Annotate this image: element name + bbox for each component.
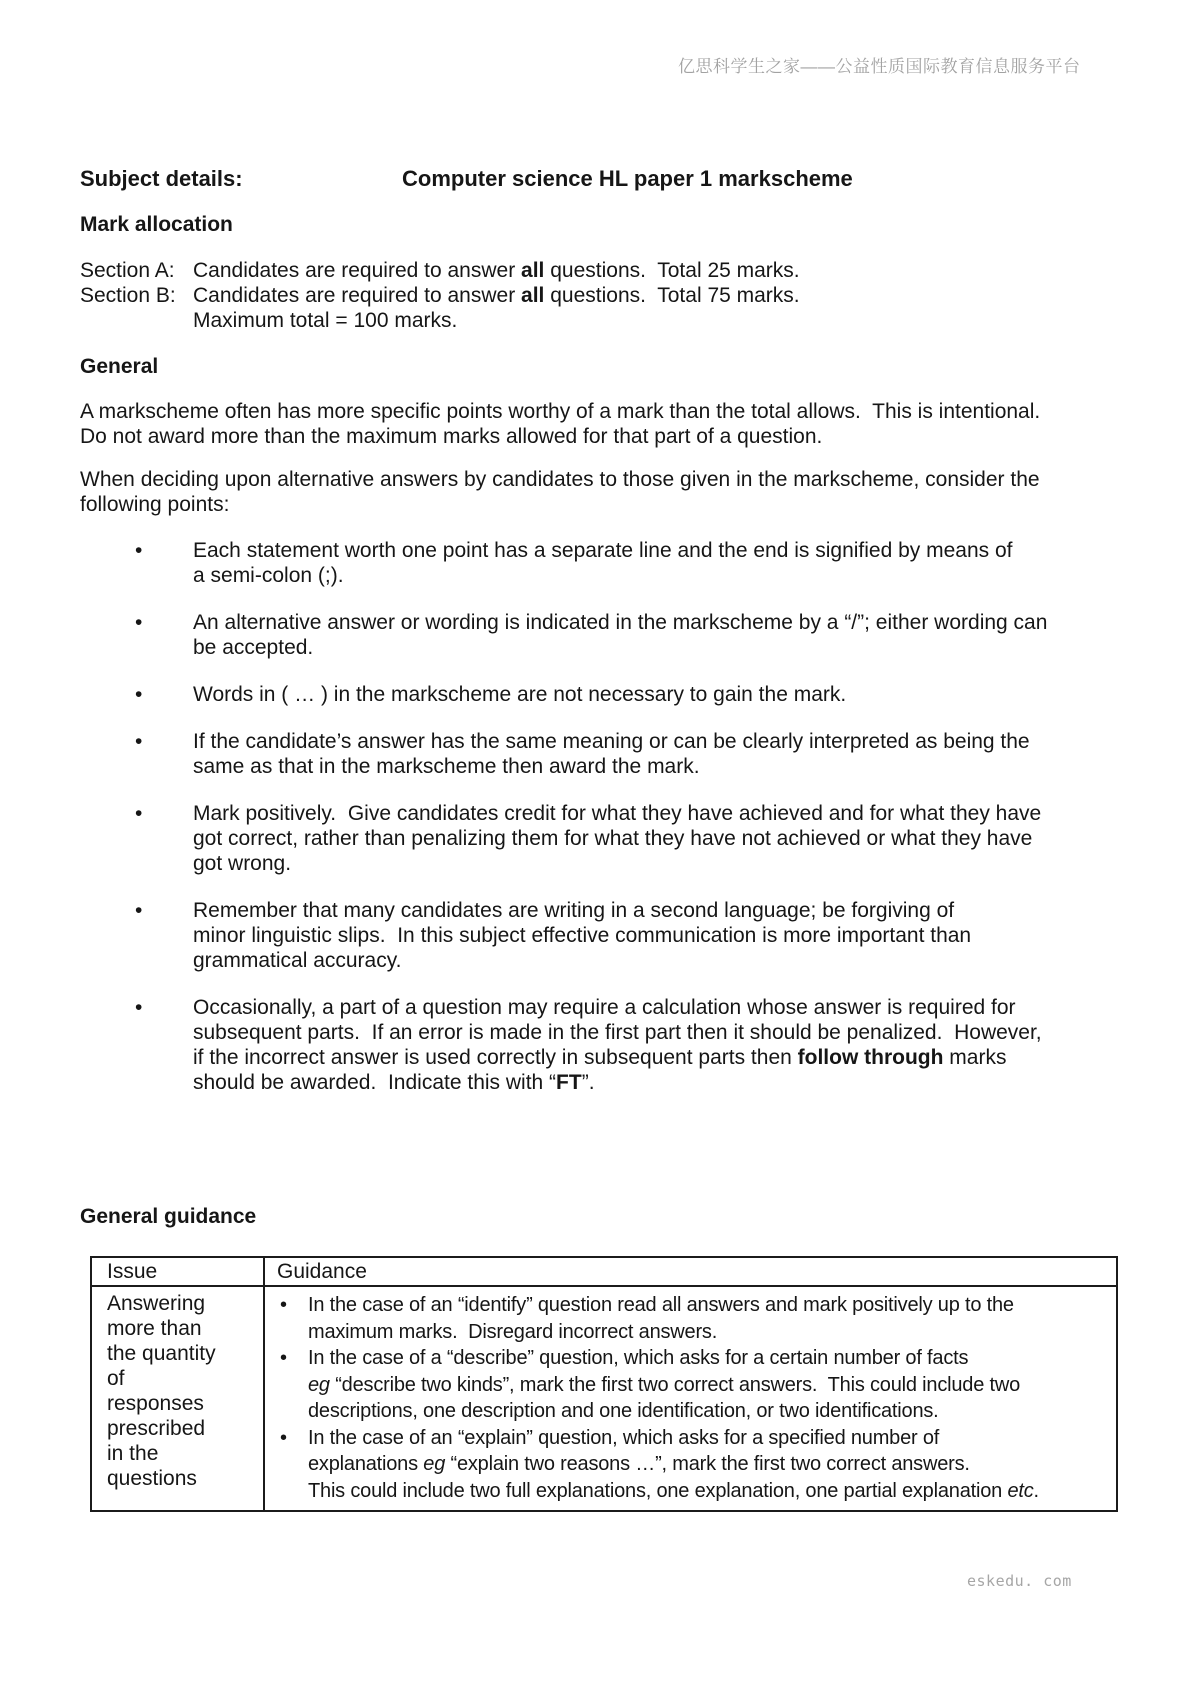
allocation-row-maximum-total (80, 308, 1140, 333)
allocation-row-section-a (80, 258, 1140, 283)
allocation-row-text: Candidates are required to answer all questions. Total 75 marks. (193, 284, 800, 307)
bullet-item-semicolon: • Each statement worth one point has a separate line and the end is signified by means of a semi-colon (;). (80, 538, 1120, 588)
allocation-row-label (80, 308, 193, 333)
mark-allocation-heading: Mark allocation (80, 213, 233, 236)
allocation-row-label: Section A: (80, 259, 175, 282)
bullet-item-mark-positively: • Mark positively. Give candidates credit for what they have achieved and for what they have got correct, rather than penalizing them for what they have not achieved or what they have got wrong. (80, 801, 1120, 876)
guidance-bullet-describe: • In the case of a “describe” question, which asks for a certain number of facts eg “describe two kinds”, mark the first two correct answers. This could include two descriptions, one description and one identification, or two identifications. (277, 1345, 1110, 1425)
allocation-row-section-b (80, 283, 1140, 308)
table-header-guidance: Guidance (264, 1257, 1117, 1286)
bullet-item-same-meaning: • If the candidate’s answer has the same meaning or can be clearly interpreted as being the same as that in the markscheme then award the mark. (80, 729, 1120, 779)
bullet-item-words-in-brackets: • Words in ( … ) in the markscheme are not necessary to gain the mark. (80, 682, 1120, 707)
guidance-cell (264, 1286, 1117, 1511)
guidance-bullet-list (277, 1292, 1110, 1504)
table-header-issue: Issue (91, 1257, 264, 1286)
page-title: Computer science HL paper 1 markscheme (402, 166, 853, 191)
guidance-table-row (91, 1286, 1117, 1511)
general-guidance-heading: General guidance (80, 1205, 257, 1228)
footer-watermark: eskedu. com (967, 1572, 1072, 1590)
allocation-row-label: Section B: (80, 284, 176, 307)
bullet-item-follow-through: • Occasionally, a part of a question may require a calculation whose answer is required for subsequent parts. If an error is made in the first part then it should be penalized. However, if the incorrect answer is used correctly in subsequent parts then follow through marks should be awarded. Indicate this with “FT”. (80, 995, 1120, 1095)
general-bullet-list (80, 538, 1120, 1095)
subject-details-row (80, 166, 1140, 192)
subject-details-label: Subject details: (80, 166, 243, 191)
guidance-bullet-explain: • In the case of an “explain” question, which asks for a specified number of explanations eg “explain two reasons …”, mark the first two correct answers. This could include two full explanations, one explanation, one partial explanation etc. (277, 1425, 1110, 1505)
allocation-row-text: Candidates are required to answer all questions. Total 25 marks. (193, 259, 800, 282)
bullet-item-alternative-wording: • An alternative answer or wording is indicated in the markscheme by a “/”; either wording can be accepted. (80, 610, 1120, 660)
guidance-table-header-row (91, 1257, 1117, 1286)
paragraph-markscheme-points: A markscheme often has more specific points worthy of a mark than the total allows. This is intentional. Do not award more than the maximum marks allowed for that part of a question. (80, 400, 1041, 448)
mark-allocation-block (80, 258, 1140, 333)
guidance-bullet-identify: • In the case of an “identify” question read all answers and mark positively up to the maximum marks. Disregard incorrect answers. (277, 1292, 1110, 1345)
general-heading: General (80, 355, 159, 378)
bullet-item-second-language: • Remember that many candidates are writing in a second language; be forgiving of minor linguistic slips. In this subject effective communication is more important than grammatical accuracy. (80, 898, 1120, 973)
paragraph-alternative-answers: When deciding upon alternative answers by candidates to those given in the markscheme, consider the following points: (80, 468, 1040, 516)
header-watermark: 亿思科学生之家——公益性质国际教育信息服务平台 (678, 57, 1081, 76)
allocation-row-text: Maximum total = 100 marks. (193, 309, 458, 332)
issue-cell: Answering more than the quantity of responses prescribed in the questions (91, 1286, 264, 1511)
guidance-table (90, 1256, 1118, 1512)
